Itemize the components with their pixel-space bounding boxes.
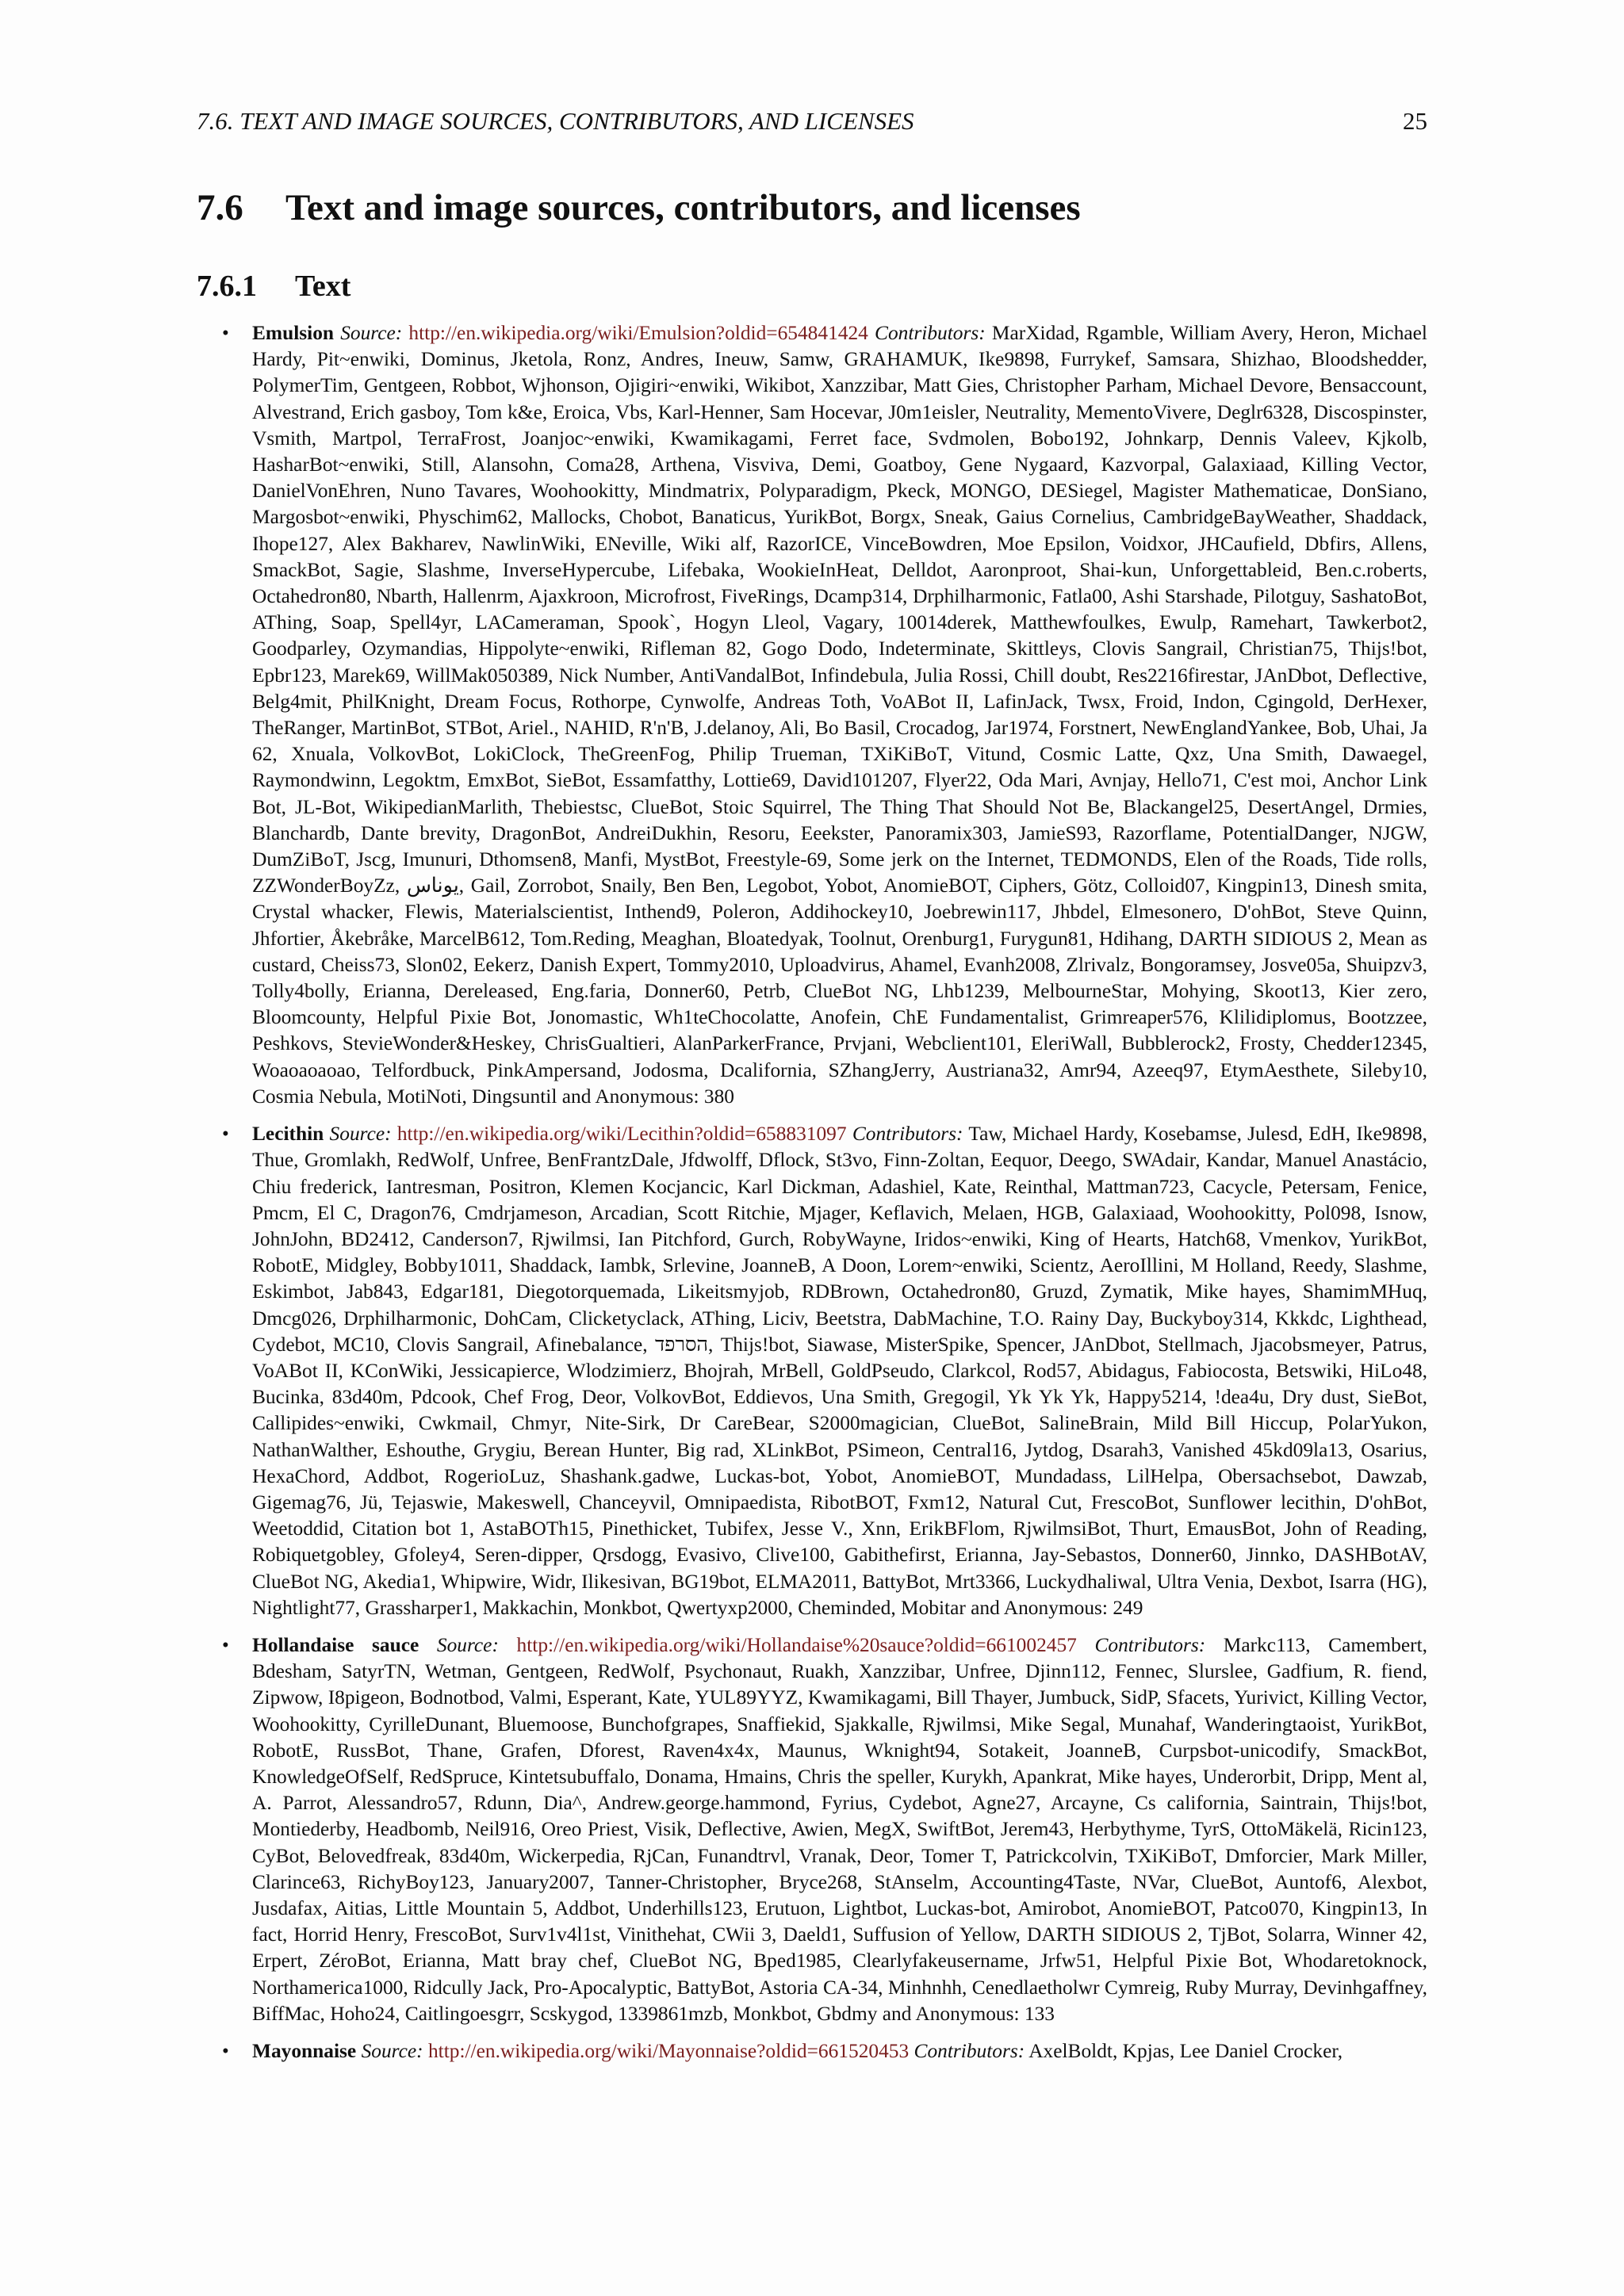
contributors-text: AxelBoldt, Kpjas, Lee Daniel Crocker, [1028, 2040, 1343, 2062]
bullet-icon: • [222, 1634, 229, 1656]
running-head [197, 105, 1427, 137]
list-item-emulsion [197, 320, 1427, 1110]
source-link[interactable]: http://en.wikipedia.org/wiki/Hollandaise%20sauce?oldid=661002457 [516, 1633, 1077, 1656]
contributors-label: Contributors: [875, 322, 986, 344]
entry-name: Hollandaise sauce [252, 1633, 419, 1656]
bullet-icon: • [222, 323, 229, 344]
list-item-mayonnaise [197, 2038, 1427, 2064]
bullet-icon: • [222, 2041, 229, 2062]
contributors-label: Contributors: [852, 1123, 963, 1146]
source-label: Source: [340, 322, 403, 344]
subsection-title: Text [295, 270, 351, 303]
entry-name: Lecithin [252, 1123, 324, 1146]
source-link[interactable]: http://en.wikipedia.org/wiki/Mayonnaise?oldid=661520453 [427, 2040, 910, 2062]
contributors-label: Contributors: [1094, 1633, 1206, 1656]
source-link[interactable]: http://en.wikipedia.org/wiki/Emulsion?oldid=654841424 [408, 322, 868, 344]
subsection-heading [197, 266, 350, 306]
page-number: 25 [1403, 107, 1427, 135]
section-number: 7.6 [197, 187, 243, 228]
contributors-text: MarXidad, Rgamble, William Avery, Heron, Michael Hardy, Pit~enwiki, Dominus, Jketola, Ronz, Andres, Ineuw, Samw, GRAHAMUK, Ike9898, Furrykef, Samsara, Shizhao, Bloodshedder, PolymerTim, Gentgeen, Robbot, Wjhonson, Ojigiri~enwiki, Wikibot, Xanzzibar, Matt Gies, Christopher Parham, Michael Devore, Bensaccount, Alvestrand, Erich gasboy, Tom k&e, Eroica, Vbs, Karl-Henner, Sam Hocevar, J0m1eisler, Neutrality, MementoVivere, Deglr6328, Discospinster, Vsmith, Martpol, TerraFrost, Joanjoc~enwiki, Kwamikagami, Ferret face, Svdmolen, Bobo192, Johnkarp, Dennis Valeev, Kjkolb, HasharBot~enwiki, Still, Alansohn, Coma28, Arthena, Visviva, Demi, Goatboy, Gene Nygaard, Kazvorpal, Galaxiaad, Killing Vector, DanielVonEhren, Nuno Tavares, Woohookitty, Mindmatrix, Polyparadigm, Pkeck, MONGO, DESiegel, Magister Mathematicae, DonSiano, Margosbot~enwiki, Physchim62, Mallocks, Chobot, Banaticus, YurikBot, Borgx, Sneak, Gaius Cornelius, CambridgeBayWeather, Shaddack, Ihope127, Alex Bakharev, NawlinWiki, ENeville, Wiki alf, RazorICE, VinceBowdren, Moe Epsilon, Voidxor, JHCaufield, Dbfirs, Allens, SmackBot, Sagie, Slashme, InverseHypercube, Lifebaka, WookieInHeat, Delldot, Aaronproot, Shai-kun, Unforgettableid, Ben.c.roberts, Octahedron80, Nbarth, Hallenrm, Ajaxkroon, Microfrost, FiveRings, Dcamp314, Drphilharmonic, Fatla00, Ashi Starshade, Pilotguy, SashatoBot, AThing, Soap, Spell4yr, LACameraman, Spook`, Hogyn Lleol, Vagary, 10014derek, Matthewfoulkes, Ewulp, Ramehart, Tawkerbot2, Goodparley, Ozymandias, Hippolyte~enwiki, Rifleman 82, Gogo Dodo, Indeterminate, Skittleys, Clovis Sangrail, Christian75, Thijs!bot, Epbr123, Marek69, WillMak050389, Nick Number, AntiVandalBot, Infindebula, Julia Rossi, Chill doubt, Res2216firestar, JAnDbot, Deflective, Belg4mit, PhilKnight, Dream Focus, Rothorpe, Cynwolfe, Andreas Toth, VoABot II, LafinJack, Twsx, Froid, Indon, Cgingold, DerHexer, TheRanger, MartinBot, STBot, Ariel., NAHID, R'n'B, J.delanoy, Ali, Bo Basil, Crocadog, Jar1974, Forstnert, NewEnglandYankee, Bob, Uhai, Ja 62, Xnuala, VolkovBot, LokiClock, TheGreenFog, Philip Trueman, TXiKiBoT, Vitund, Cosmic Latte, Qxz, Una Smith, Dawaegel, Raymondwinn, Legoktm, EmxBot, SieBot, Essamfatthy, Lottie69, David101207, Flyer22, Oda Mari, Avnjay, Hello71, C'est moi, Anchor Link Bot, JL-Bot, WikipedianMarlith, Thebiestsc, ClueBot, Stoic Squirrel, The Thing That Should Not Be, Blackangel25, DesertAngel, Drmies, Blanchardb, Dante brevity, DragonBot, AndreiDukhin, Resoru, Eeekster, Panoramix303, JamieS93, Razorflame, PotentialDanger, NJGW, DumZiBoT, Jscg, Imunuri, Dthomsen8, Manfi, MystBot, Freestyle-69, Some jerk on the Internet, TEDMONDS, Elen of the Roads, Tide rolls, ZZWonderBoyZz, يوناس, Gail, Zorrobot, Snaily, Ben Ben, Legobot, Yobot, AnomieBOT, Ciphers, Götz, Colloid07, Kingpin13, Dinesh smita, Crystal whacker, Flewis, Materialscientist, Inthend9, Poleron, Addihockey10, Joebrewin117, Jhbdel, Elmesonero, D'ohBot, Steve Quinn, Jhfortier, Åkebråke, MarcelB612, Tom.Reding, Meaghan, Bloatedyak, Toolnut, Orenburg1, Furygun81, Hdihang, DARTH SIDIOUS 2, Mean as custard, Cheiss73, Slon02, Eekerz, Danish Expert, Tommy2010, Uploadvirus, Ahamel, Evanh2008, Zlrivalz, Bongoramsey, Josve05a, Shuipzv3, Tolly4bolly, Erianna, Dereleased, Eng.faria, Donner60, Petrb, ClueBot NG, Lhb1239, MelbourneStar, Mohying, Skoot13, Kier zero, Bloomcounty, Helpful Pixie Bot, Jonomastic, Wh1teChocolatte, Anofein, ChE Fundamentalist, Grimreaper576, Klilidiplomus, Bootzzee, Peshkovs, StevieWonder&Heskey, ChrisGualtieri, AlanParkerFrance, Prvjani, Webclient101, EleriWall, Bubblerock2, Frosty, Chedder12345, Woaoaoaoao, Telfordbuck, PinkAmpersand, Jodosma, Dcalifornia, SZhangJerry, Austriana32, Amr94, Azeeq97, EtymAesthete, Sileby10, Cosmia Nebula, MotiNoti, Dingsuntil and Anonymous: 380 [252, 322, 1427, 1108]
entry-name: Emulsion [252, 322, 335, 344]
running-head-title: 7.6. TEXT AND IMAGE SOURCES, CONTRIBUTORS, AND LICENSES [197, 107, 914, 135]
entry-name: Mayonnaise [252, 2040, 357, 2062]
contributors-text: Taw, Michael Hardy, Kosebamse, Julesd, EdH, Ike9898, Thue, Gromlakh, RedWolf, Unfree, BenFrantzDale, Jfdwolff, Dflock, St3vo, Finn-Zoltan, Eequor, Deego, SWAdair, Kandar, Manuel Anastácio, Chiu frederick, Iantresman, Positron, Klemen Kocjancic, Karl Dickman, Adashiel, Kate, Reinthal, Mattman723, Cacycle, Petersam, Fenice, Pmcm, El C, Dragon76, Cmdrjameson, Arcadian, Scott Ritchie, Mjager, Keflavich, Melaen, HGB, Galaxiaad, Woohookitty, Pol098, Isnow, JohnJohn, BD2412, Canderson7, Rjwilmsi, Ian Pitchford, Gurch, RobyWayne, Iridos~enwiki, King of Hearts, Hatch68, Vmenkov, YurikBot, RobotE, Midgley, Bobby1011, Shaddack, Iambk, Srlevine, JoanneB, A Doon, Lorem~enwiki, Scientz, AeroIllini, M Holland, Reedy, Slashme, Eskimbot, Jab843, Edgar181, Diegotorquemada, Likeitsmyjob, RDBrown, Octahedron80, Gruzd, Zymatik, Mike hayes, ShamimMHuq, Dmcg026, Drphilharmonic, DohCam, Clicketyclack, AThing, Liciv, Beetstra, DabMachine, T.O. Rainy Day, Buckyboy314, Kkkdc, Lighthead, Cydebot, MC10, Clovis Sangrail, Afinebalance, הסרפד, Thijs!bot, Siawase, MisterSpike, Spencer, JAnDbot, Stellmach, Jjacobsmeyer, Patrus, VoABot II, KConWiki, Jessicapierce, Wlodzimierz, Bhojrah, MrBell, GoldPseudo, Clarkcol, Rod57, Abidagus, Fabiocosta, Betswiki, HiLo48, Bucinka, 83d40m, Pdcook, Chef Frog, Deor, VolkovBot, Eddievos, Una Smith, Gregogil, Yk Yk Yk, Happy5214, !dea4u, Dry dust, SieBot, Callipides~enwiki, Cwkmail, Chmyr, Nite-Sirk, Dr CareBear, S2000magician, ClueBot, SalineBrain, Mild Bill Hiccup, PolarYukon, NathanWalther, Eshouthe, Grygiu, Berean Hunter, Big rad, XLinkBot, PSimeon, Central16, Jytdog, Dsarah3, Vanished 45kd09la13, Osarius, HexaChord, Addbot, RogerioLuz, Shashank.gadwe, Luckas-bot, Yobot, AnomieBOT, Mundadass, LilHelpa, Obersachsebot, Dawzab, Gigemag76, Jü, Tejaswie, Makeswell, Chanceyvil, Omnipaedista, RibotBOT, Fxm12, Natural Cut, FrescoBot, Sunflower lecithin, D'ohBot, Weetoddid, Citation bot 1, AstaBOTh15, Pinethicket, Tubifex, Jesse V., Xnn, ErikBFlom, RjwilmsiBot, Thurt, EmausBot, John of Reading, Robiquetgobley, Gfoley4, Seren-dipper, Qrsdogg, Evasivo, Clive100, Gabithefirst, Erianna, Jay-Sebastos, Donner60, Jinnko, DASHBotAV, ClueBot NG, Akedia1, Whipwire, Widr, Ilikesivan, BG19bot, ELMA2011, BattyBot, Mrt3366, Luckydhaliwal, Ultra Venia, Dexbot, Isarra (HG), Nightlight77, Grassharper1, Makkachin, Monkbot, Qwertyxp2000, Cheminded, Mobitar and Anonymous: 249 [252, 1123, 1427, 1619]
subsection-number: 7.6.1 [197, 270, 257, 303]
source-label: Source: [436, 1633, 499, 1656]
source-label: Source: [329, 1123, 392, 1146]
section-heading [197, 184, 1081, 232]
contributors-text: Markc113, Camembert, Bdesham, SatyrTN, Wetman, Gentgeen, RedWolf, Psychonaut, Ruakh, Xanzzibar, Unfree, Djinn112, Fennec, Slurslee, Gadfium, R. fiend, Zipwow, I8pigeon, Bodnotbod, Valmi, Esperant, Kate, YUL89YYZ, Kwamikagami, Bill Thayer, Jumbuck, SidP, Sfacets, Yurivict, Killing Vector, Woohookitty, CyrilleDunant, Bluemoose, Bunchofgrapes, Snaffiekid, Sjakkalle, Rjwilmsi, Mike Segal, Munahaf, Wanderingtaoist, YurikBot, RobotE, RussBot, Thane, Grafen, Dforest, Raven4x4x, Maunus, Wknight94, Sotakeit, JoanneB, Curpsbot-unicodify, SmackBot, KnowledgeOfSelf, RedSpruce, Kintetsubuffalo, Donama, Hmains, Chris the speller, Kurykh, Apankrat, Mike hayes, Underorbit, Dripp, Ment al, A. Parrot, Alessandro57, Rdunn, Dia^, Andrew.george.hammond, Fyrius, Cydebot, Agne27, Arcayne, Cs california, Saintrain, Thijs!bot, Montiederby, Headbomb, Neil916, Oreo Priest, Visik, Deflective, Awien, MegX, SwiftBot, Jerem43, Herbythyme, TyrS, OttoMäkelä, Ricin123, CyBot, Belovedfreak, 83d40m, Wickerpedia, RjCan, Funandtrvl, Vranak, Deor, Tomer T, Patrickcolvin, TXiKiBoT, Dmforcier, Mark Miller, Clarince63, RichyBoy123, January2007, Tanner-Christopher, Bryce268, StAnselm, Accounting4Taste, NVar, ClueBot, Auntof6, Alexbot, Jusdafax, Aitias, Little Mountain 5, Addbot, Underhills123, Erutuon, Lightbot, Luckas-bot, Amirobot, AnomieBOT, Patco070, Kingpin13, In fact, Horrid Henry, FrescoBot, Surv1v4l1st, Vinithehat, CWii 3, Daeld1, Suffusion of Yellow, DARTH SIDIOUS 2, TjBot, Solarra, Winner 42, Erpert, ZéroBot, Erianna, Matt bray chef, ClueBot NG, Bped1985, Clearlyfakeusername, Jrfw51, Helpful Pixie Bot, Whodaretoknock, Northamerica1000, Ridcully Jack, Pro-Apocalyptic, BattyBot, Astoria CA-34, Minhnhh, Cenedlaetholwr Cymreig, Ruby Murray, Devinhgaffney, BiffMac, Hoho24, Caitlingoesgrr, Scskygod, 1339861mzb, Monkbot, Gbdmy and Anonymous: 133 [252, 1633, 1427, 2025]
source-label: Source: [361, 2040, 423, 2062]
section-title: Text and image sources, contributors, and licenses [285, 187, 1081, 228]
sources-list [197, 320, 1427, 2076]
list-item-lecithin [197, 1121, 1427, 1621]
contributors-label: Contributors: [914, 2040, 1025, 2062]
source-link[interactable]: http://en.wikipedia.org/wiki/Lecithin?oldid=658831097 [396, 1123, 847, 1146]
bullet-icon: • [222, 1123, 229, 1146]
list-item-hollandaise-sauce [197, 1632, 1427, 2027]
